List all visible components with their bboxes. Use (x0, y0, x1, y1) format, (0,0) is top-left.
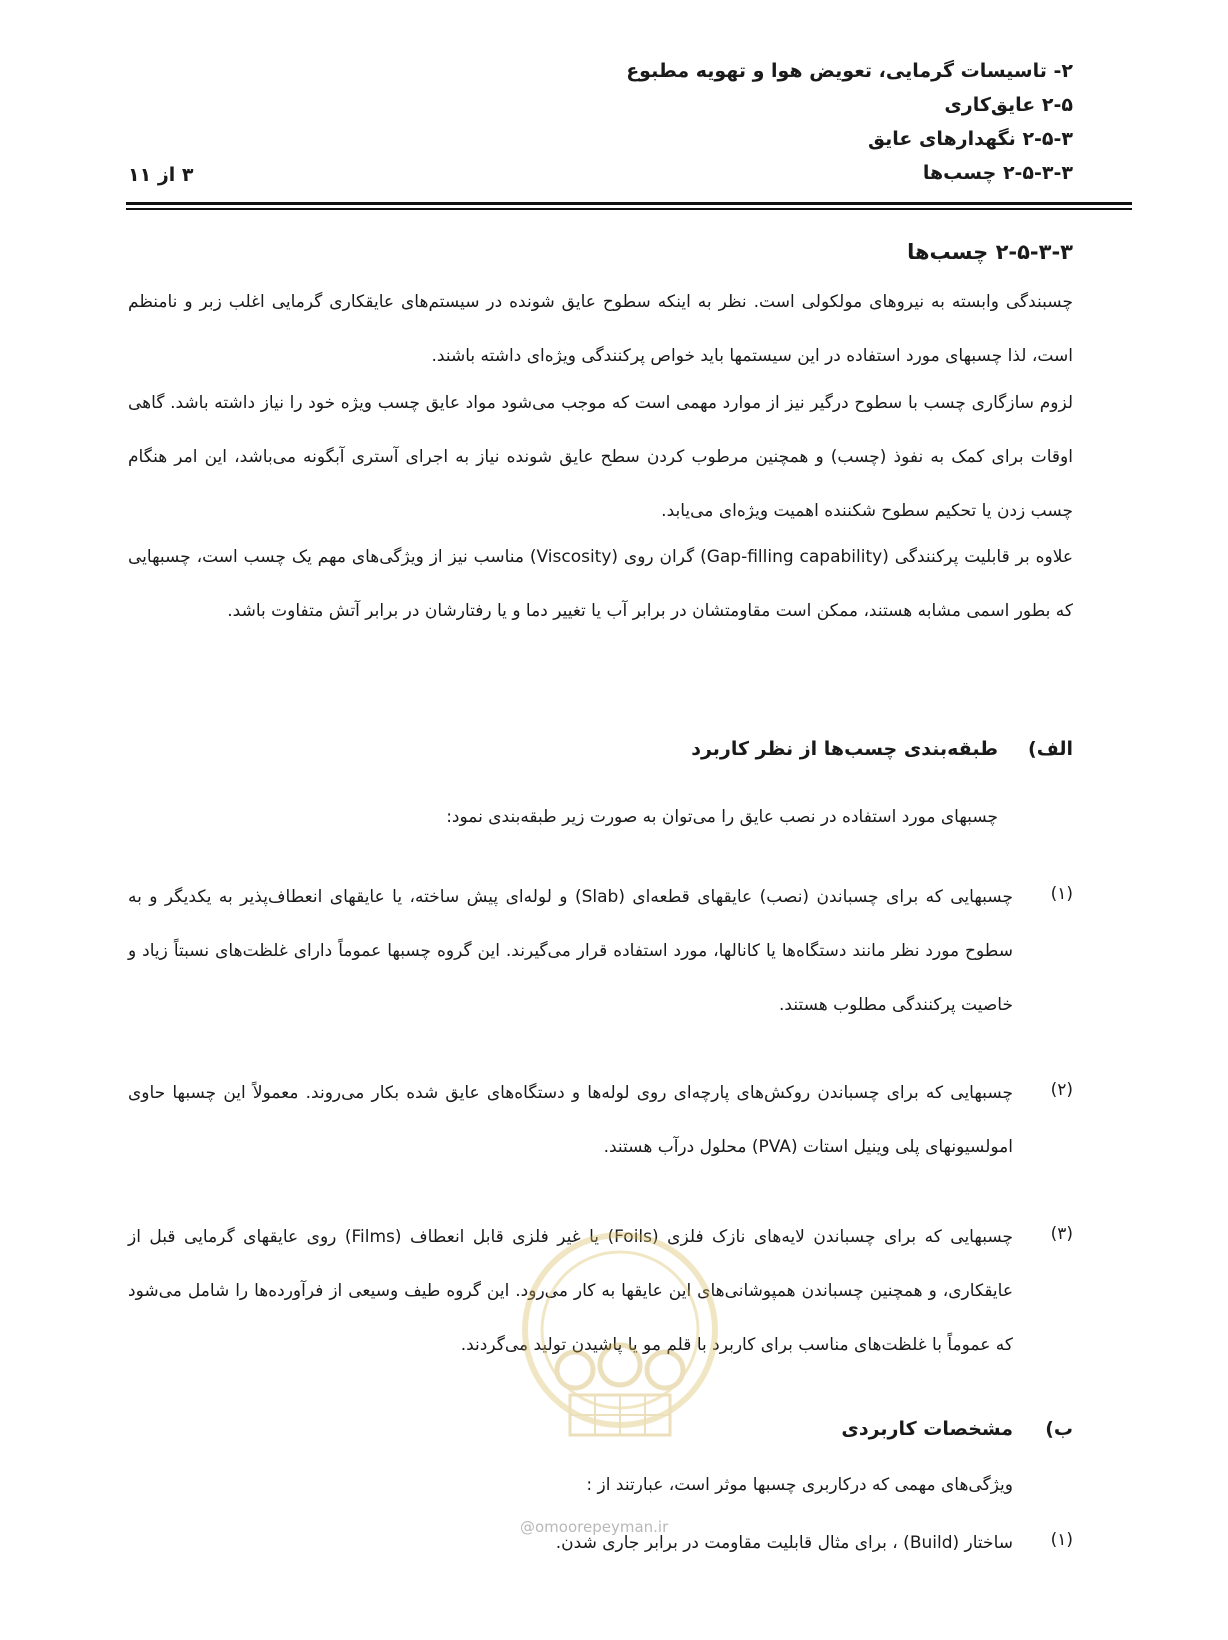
header-topic: ۲-۵-۳-۳ چسب‌ها (922, 162, 1073, 184)
page-number: ۳ از ۱۱ (128, 164, 194, 186)
part-a-title: طبقه‌بندی چسب‌ها از نظر کاربرد (691, 738, 998, 760)
list-marker: (۲) (1050, 1080, 1073, 1100)
part-a-intro: چسبهای مورد استفاده در نصب عایق را می‌توان به صورت زیر طبقه‌بندی نمود: (446, 807, 998, 827)
list-item: ساختار (Build) ، برای مثال قابلیت مقاومت در برابر جاری شدن. (555, 1533, 1013, 1553)
paragraph: چسبندگی وابسته به نیروهای مولکولی است. نظر به اینکه سطوح عایق شونده در سیستم‌های عایقکاری گرمایی اغلب زبر و نامنظم است، لذا چسبهای مورد استفاده در این سیستمها باید خواص پرکنندگی ویژه‌ای داشته باشند. (128, 292, 1073, 366)
part-a-label: الف) (1028, 738, 1073, 760)
section-title: ۲-۵-۳-۳ چسب‌ها (907, 240, 1073, 264)
list-marker: (۱) (1050, 884, 1073, 904)
paragraph: لزوم سازگاری چسب با سطوح درگیر نیز از موارد مهمی است که موجب می‌شود مواد عایق چسب ویژه خود را نیاز داشته باشد. گاهی اوقات برای کمک به نفوذ (چسب) و همچنین مرطوب کردن سطح عایق شونده نیاز به اجرای آستری آبگونه می‌باشد، این امر هنگام چسب زدن یا تحکیم سطوح شکننده اهمیت ویژه‌ای می‌یابد. (128, 393, 1073, 521)
part-b-title: مشخصات کاربردی (841, 1418, 1013, 1440)
header-divider-thin (126, 208, 1132, 210)
list-marker: (۳) (1050, 1224, 1073, 1244)
list-item: چسبهایی که برای چسباندن روکش‌های پارچه‌ای روی لوله‌ها و دستگاه‌های عایق شده بکار می‌روند. معمولاً این چسبها حاوی امولسیونهای پلی وینیل استات (PVA) محلول درآب هستند. (128, 1083, 1013, 1157)
part-b-label: ب) (1045, 1418, 1073, 1440)
list-marker: (۱) (1050, 1530, 1073, 1550)
list-item: چسبهایی که برای چسباندن لایه‌های نازک فلزی (Foils) یا غیر فلزی قابل انعطاف (Films) روی عایقهای گرمایی قبل از عایقکاری، و همچنین چسباندن همپوشانی‌های این عایقها به کار می‌رود. این گروه طیف وسیعی از فرآورده‌ها را شامل می‌شود که عموماً با غلظت‌های مناسب برای کاربرد با قلم مو یا پاشیدن تولید می‌گردند. (128, 1227, 1013, 1355)
part-b-intro: ویژگی‌های مهمی که درکاربری چسبها موثر است، عبارتند از : (586, 1475, 1013, 1495)
list-item: چسبهایی که برای چسباندن (نصب) عایقهای قطعه‌ای (Slab) و لوله‌ای پیش ساخته، یا عایقهای انعطاف‌پذیر به یکدیگر و به سطوح مورد نظر مانند دستگاه‌ها یا کانالها، مورد استفاده قرار می‌گیرند. این گروه چسبها عموماً دارای غلظت‌های نسبتاً زیاد و خاصیت پرکنندگی مطلوب هستند. (128, 887, 1013, 1015)
header-divider (126, 202, 1132, 205)
seal-watermark-icon (515, 1220, 725, 1450)
paragraph: علاوه بر قابلیت پرکنندگی (Gap-filling capability) گران روی (Viscosity) مناسب نیز از ویژگی‌های مهم یک چسب است، چسبهایی که بطور اسمی مشابه هستند، ممکن است مقاومتشان در برابر آب یا تغییر دما و یا رفتارشان در برابر آتش متفاوت باشد. (128, 547, 1073, 621)
header-section: ۲-۵ عایق‌کاری (944, 94, 1073, 116)
header-chapter: ۲- تاسیسات گرمایی، تعویض هوا و تهویه مطبوع (626, 60, 1073, 82)
header-subsection: ۲-۵-۳ نگهدارهای عایق (867, 128, 1073, 150)
watermark-site: @omoorepeyman.ir (520, 1518, 669, 1536)
